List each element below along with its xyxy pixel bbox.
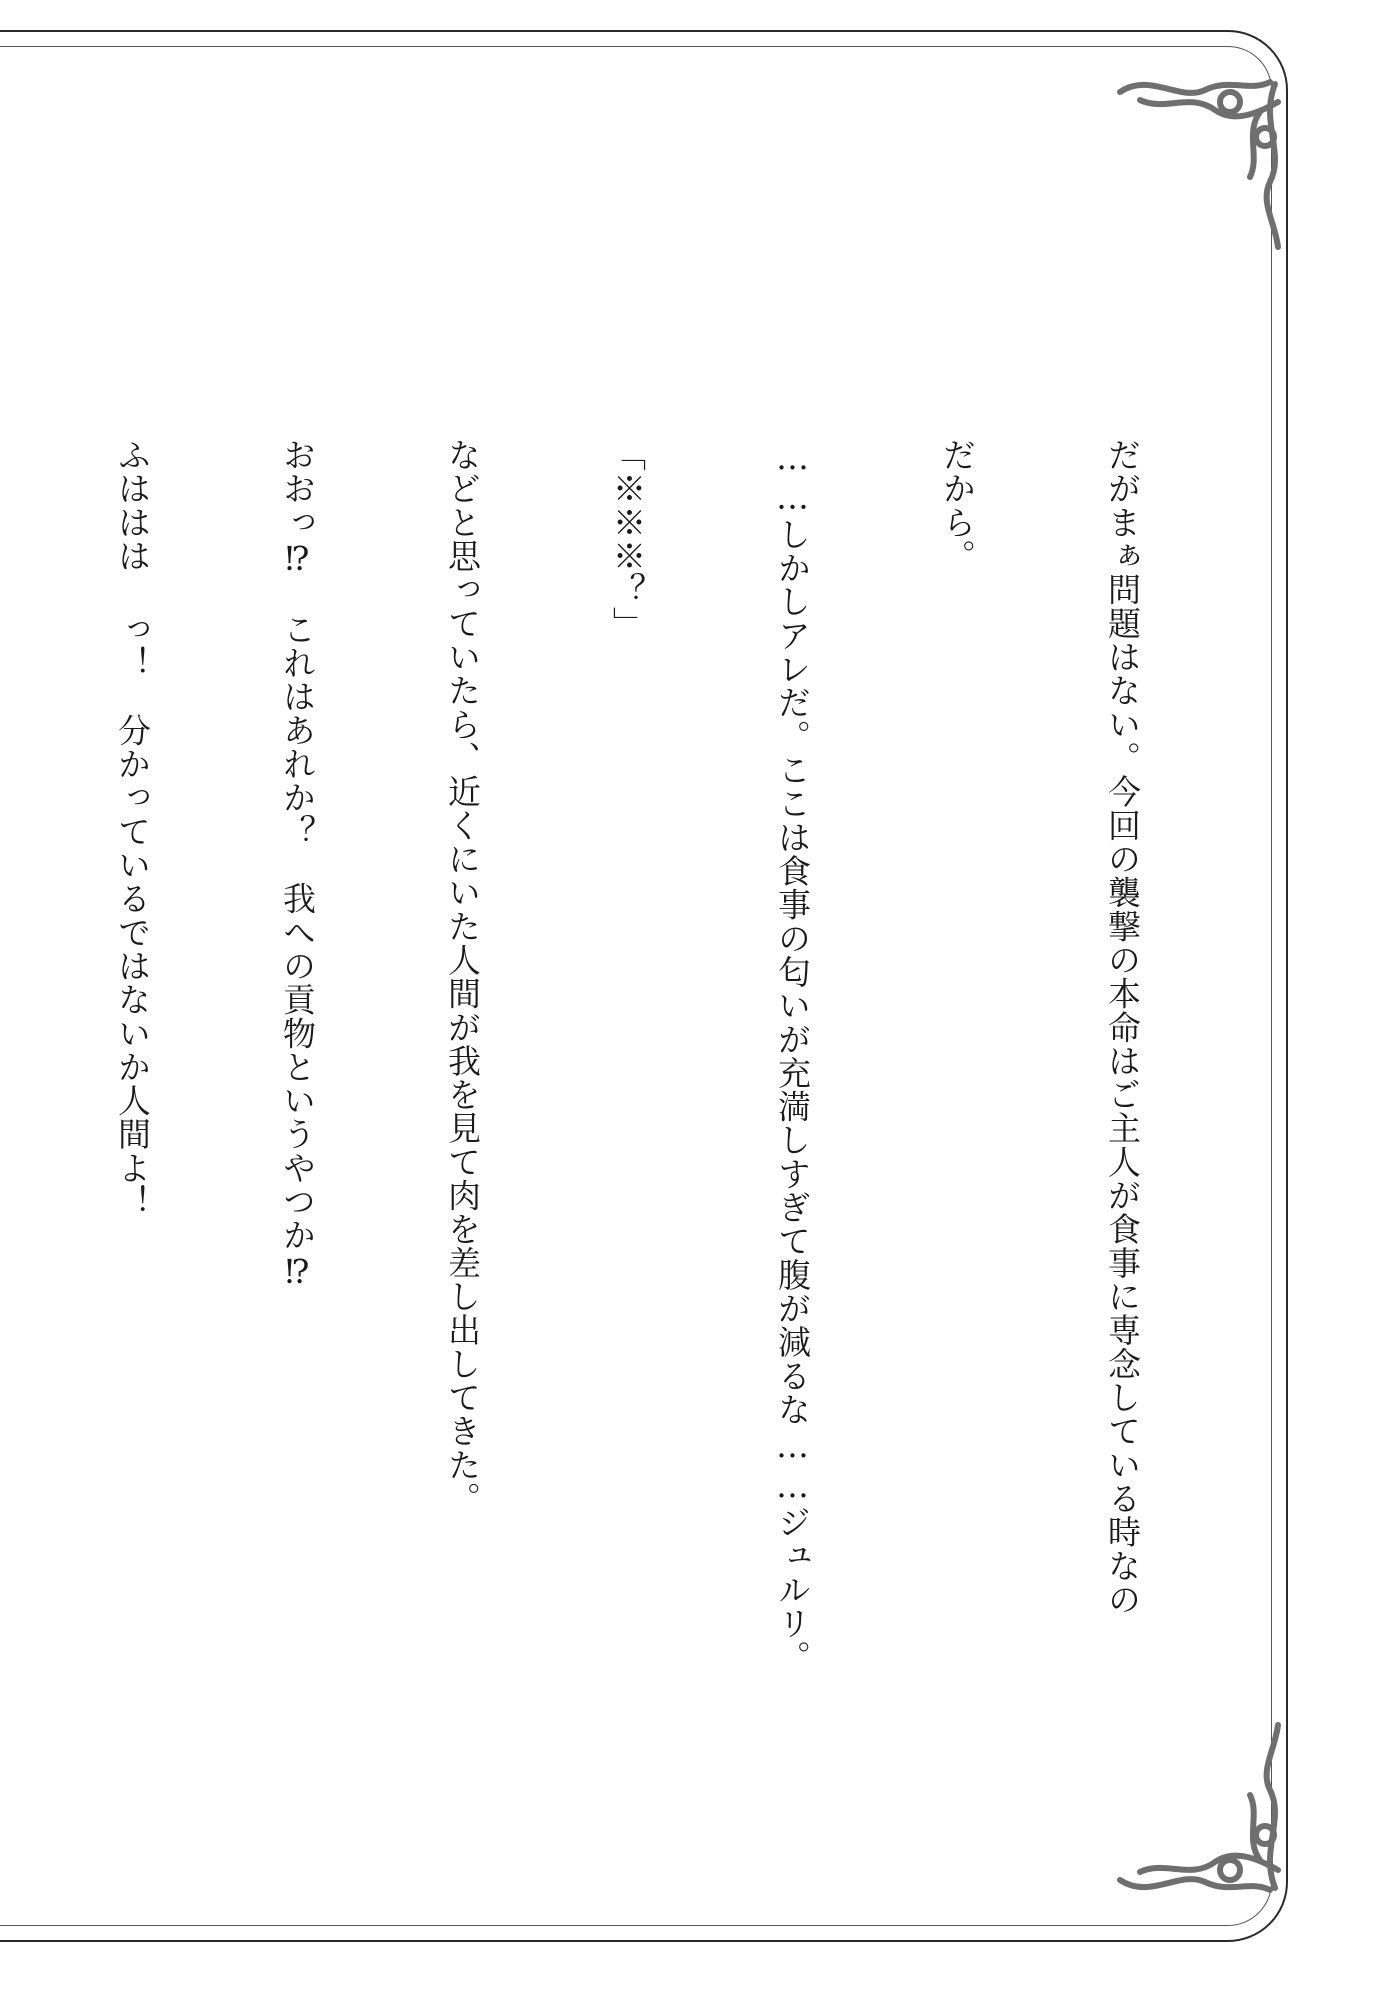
text-line: ……しかしアレだ。ここは食事の匂いが充満しすぎて腹が減るな……ジュルリ。 xyxy=(773,438,812,1674)
vertical-text-body xyxy=(0,438,1260,1818)
text-line: だがまぁ問題はない。今回の襲撃の本命はご主人が食事に専念している時なの xyxy=(1103,438,1142,1617)
text-line: などと思っていたら、近くにいた人間が我を見て肉を差し出してきた。 xyxy=(443,438,482,1516)
text-line: だから。 xyxy=(938,438,977,573)
corner-ornament-top-icon xyxy=(1110,62,1300,252)
text-line: 「※※※？」 xyxy=(608,438,647,640)
text-line: ふははは っ！ 分かっているではないか人間よ！ xyxy=(113,438,152,1219)
text-line: おおっ⁉ これはあれか？ 我への貢物というやつか⁉ xyxy=(278,438,317,1292)
